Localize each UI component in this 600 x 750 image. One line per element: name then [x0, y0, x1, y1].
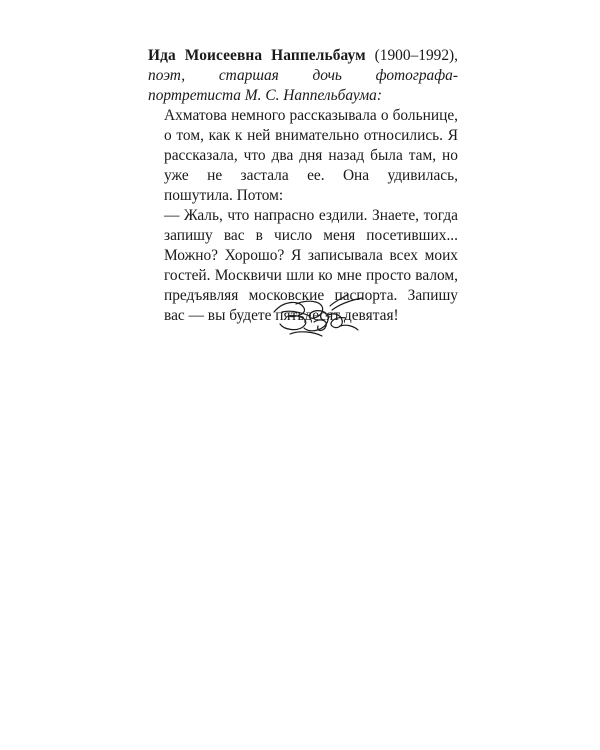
author-dates: (1900–1992),: [374, 47, 458, 64]
paragraph-2: — Жаль, что напрасно ездили. Знаете, тогда запишу вас в число меня посетивших... Можно? Хорошо? Я записывала всех моих гостей. Москвичи шли ко мне просто валом, предъявляя московские паспорта. Запишу вас — вы будете пятьдесят девятая!: [164, 207, 458, 324]
entry-header: [148, 46, 458, 106]
memoir-entry: [148, 46, 458, 326]
author-name: Ида Моисеевна Наппельбаум: [148, 47, 366, 64]
author-role: поэт, старшая дочь фотографа-портретиста М. С. Наппельбаума:: [148, 67, 458, 104]
paragraph-1: Ахматова немного рассказывала о больнице, о том, как к ней внимательно относились. Я рассказала, что два дня назад была там, но уже не застала ее. Она удивилась, пошутила. Потом:: [164, 107, 458, 204]
calligraphic-flourish-icon: [270, 290, 370, 340]
